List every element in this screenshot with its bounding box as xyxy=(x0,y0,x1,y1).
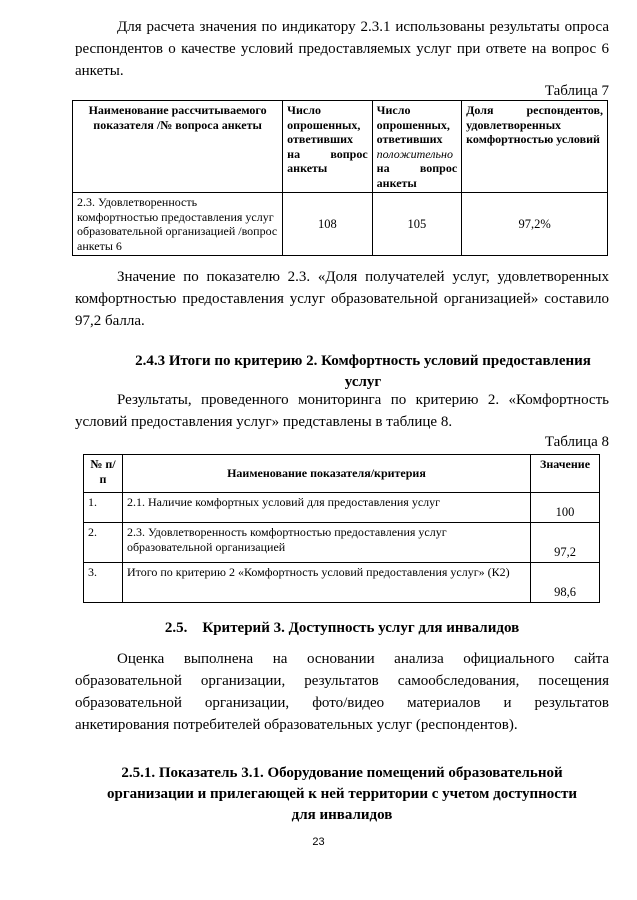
table7-header-positive-b: положительно xyxy=(376,146,453,161)
section-25-paragraph: Оценка выполнена на основании анализа официального сайта образовательной организации, результатов самообследования, посещения образовательной организации, фото/видео материалов и результатов анкетирования потребителей образовательных услуг (респондентов). xyxy=(75,651,609,733)
table8-header-num: № п/п xyxy=(84,455,123,493)
table7-header-share: Доля респондентов, удовлетворенных комфортностью условий xyxy=(462,101,608,193)
table-row xyxy=(84,523,600,563)
table7-cell-indicator: 2.3. Удовлетворенность комфортностью предоставления услуг образовательной организацией /вопрос анкеты 6 xyxy=(73,193,283,256)
table7-cell-share: 97,2% xyxy=(462,193,608,256)
table7-header-positive xyxy=(372,101,462,193)
table7-header-indicator: Наименование рассчитываемого показателя /№ вопроса анкеты xyxy=(73,101,283,193)
table7-cell-positive: 105 xyxy=(372,193,462,256)
intro-paragraph: Для расчета значения по индикатору 2.3.1 использованы результаты опроса респондентов о качестве условий предоставляемых услуг при ответе на вопрос 6 анкеты. xyxy=(75,19,609,79)
section-243-heading: 2.4.3 Итоги по критерию 2. Комфортность условий предоставления услуг xyxy=(135,353,591,390)
table8-row3-name: Итого по критерию 2 «Комфортность условий предоставления услуг» (К2) xyxy=(122,563,530,603)
table8-row3-value: 98,6 xyxy=(531,563,600,603)
table-row xyxy=(84,493,600,523)
table8-row2-name: 2.3. Удовлетворенность комфортностью предоставления услуг образовательной организацией xyxy=(122,523,530,563)
table7-header-row xyxy=(73,101,608,193)
page-number: 23 xyxy=(312,836,325,848)
table8-row1-value: 100 xyxy=(531,493,600,523)
result-paragraph: Значение по показателю 2.3. «Доля получателей услуг, удовлетворенных комфортностью предоставления услуг образовательной организацией» составило 97,2 балла. xyxy=(75,269,609,329)
table7-cell-surveyed: 108 xyxy=(283,193,373,256)
table8-row2-num: 2. xyxy=(84,523,123,563)
table8-row1-num: 1. xyxy=(84,493,123,523)
table7-header-surveyed: Число опрошенных, ответивших на вопрос анкеты xyxy=(283,101,373,193)
table-row xyxy=(73,193,608,256)
section-25-heading: 2.5. Критерий 3. Доступность услуг для инвалидов xyxy=(164,620,520,636)
table8-header-name: Наименование показателя/критерия xyxy=(122,455,530,493)
section-251-heading: 2.5.1. Показатель 3.1. Оборудование помещений образовательной организации и прилегающей к ней территории с учетом доступности для инвалидов xyxy=(107,765,577,823)
table8-row2-value: 97,2 xyxy=(531,523,600,563)
table8-row3-num: 3. xyxy=(84,563,123,603)
table7-header-positive-c: на вопрос анкеты xyxy=(376,161,458,190)
section-243-paragraph: Результаты, проведенного мониторинга по критерию 2. «Комфортность условий предоставления услуг» представлены в таблице 8. xyxy=(75,392,609,430)
table8-header-row xyxy=(84,455,600,493)
table-row xyxy=(84,563,600,603)
table8-header-value: Значение xyxy=(531,455,600,493)
table7-caption: Таблица 7 xyxy=(544,83,609,99)
table-7 xyxy=(72,100,608,256)
table7-header-positive-a: Число опрошенных, ответивших xyxy=(376,103,450,146)
table-8 xyxy=(83,454,600,603)
table8-row1-name: 2.1. Наличие комфортных условий для предоставления услуг xyxy=(122,493,530,523)
table8-caption: Таблица 8 xyxy=(544,434,609,450)
